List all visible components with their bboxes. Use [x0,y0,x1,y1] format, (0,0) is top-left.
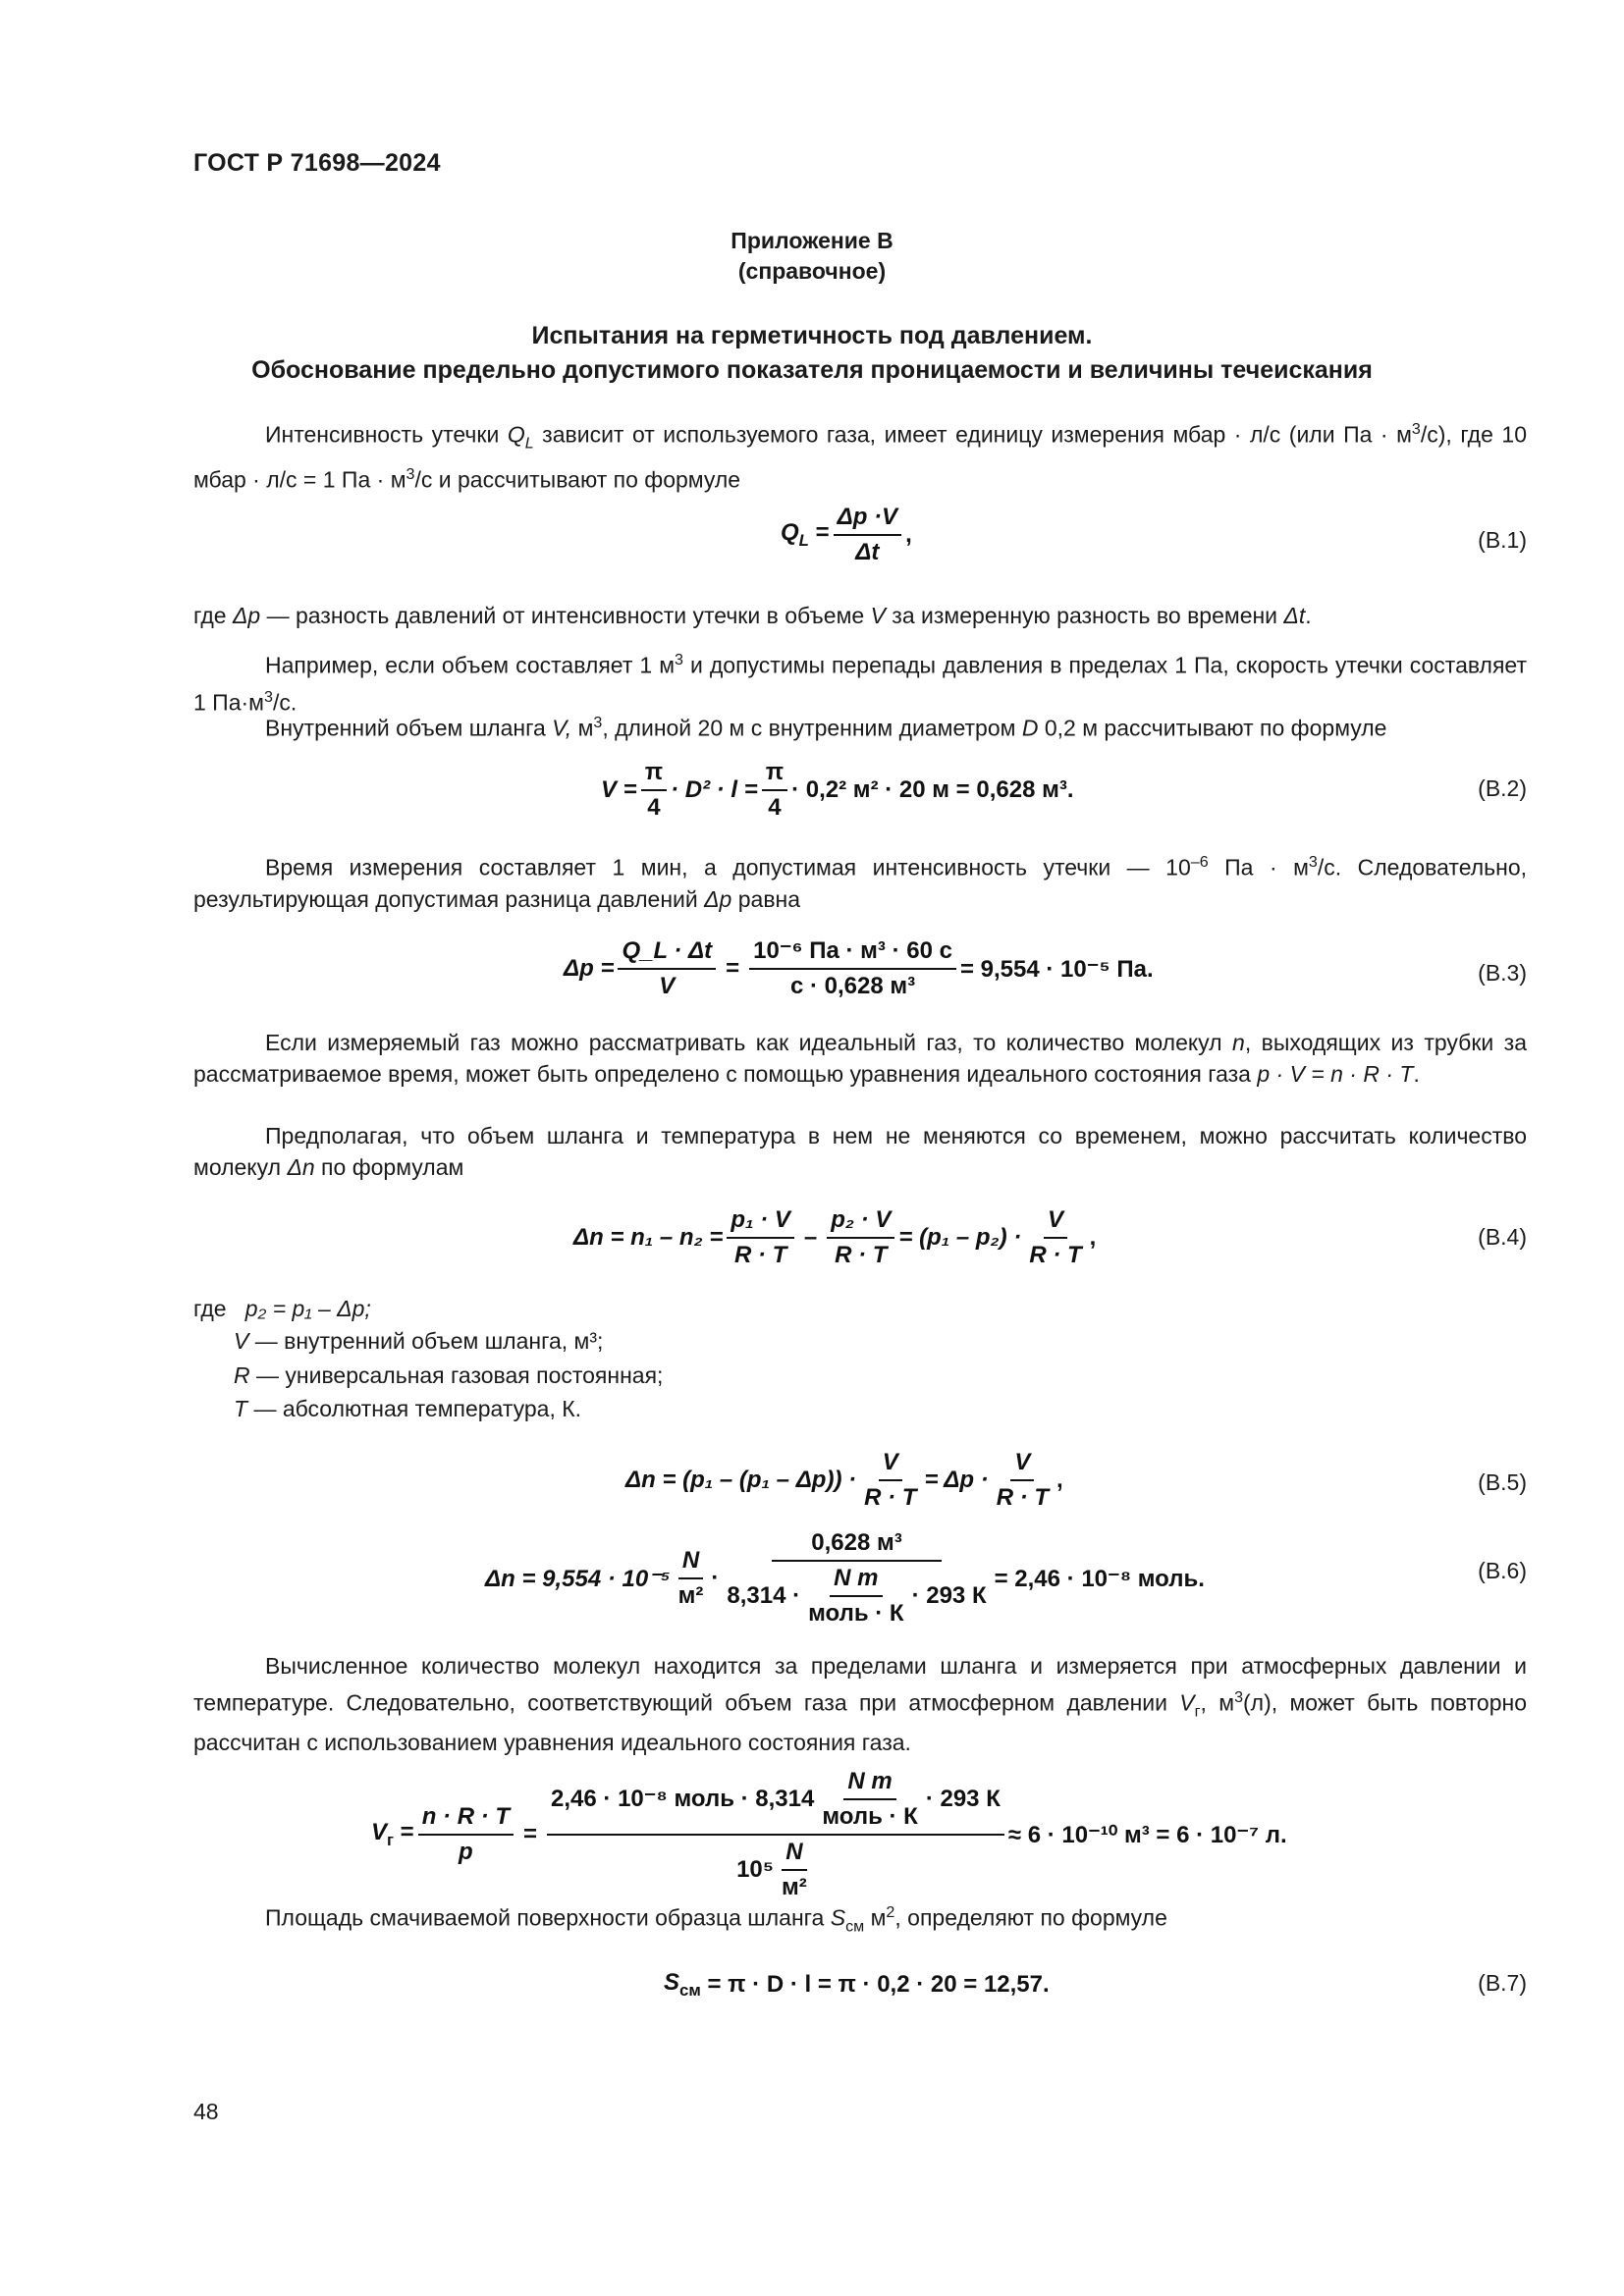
paragraph-wetted-area: Площадь смачиваемой поверхности образца шланга $S_{см}$ $м^2$, определяют по формуле [265,1903,1167,1936]
equation-number-b7: (В.7) [1478,1970,1527,1996]
appendix-heading [0,226,1624,287]
formula-b3: Δp = $\frac{Q\_L \cdot \Delta t}{V}$ = $\frac{\text{10⁻⁶ Па · м³ · 60 с}}{\text{с · 0,628 м³}}$ = 9,554 · 10⁻⁵ Па. [564,937,1154,999]
formula-vg: $V_г$ = $\frac{n \cdot R \cdot T}{p}$ = 2,46 · 10⁻⁸ моль · 8,314 $\frac{\text{N m}}{\text{моль · К}}$ · 293 К 10⁵ $\frac{N}{\text{м²}}$ ≈ 6 · 10⁻¹⁰ м³ = 6 · 10⁻⁷ л. [371,1768,1287,1900]
paragraph-leak-intensity: Интенсивность утечки $Q_L$ зависит от используемого газа, имеет единицу измерения мбар · л/с (или Па · $м^3/с$), где 10 мбар · л/с = 1 Па · $м^3/с$ и рассчитывают по формуле [193,420,1527,493]
paragraph-example: Например, если объем составляет 1 $м^3$ и допустимы перепады давления в пределах 1 Па, скорость утечки составляет 1 $Па\cdot м^3/с$. [193,651,1527,716]
legend-where: где p₂ = p₁ – Δp; [193,1296,371,1321]
equation-number-b3: (В.3) [1478,960,1527,986]
appendix-subtitle: (справочное) [737,258,887,284]
paragraph-where-delta-p: где Δp — разность давлений от интенсивности утечки в объеме V за измеренную разность во времени Δt. [193,603,1312,628]
document-id: ГОСТ Р 71698—2024 [193,149,441,177]
section-title [0,319,1624,388]
page-number: 48 [193,2099,219,2124]
formula-b4: Δn = n₁ – n₂ = $\frac{\text{p₁ · V}}{R \cdot T}$ – $\frac{\text{p₂ · V}}{R \cdot T}$ = (p₁ – p₂) · $\frac{V}{R \cdot T}$ , [573,1206,1097,1268]
equation-number-b1: (В.1) [1478,527,1527,553]
equation-number-b6: (В.6) [1478,1558,1527,1583]
equation-number-b5: (В.5) [1478,1469,1527,1495]
legend-v: V — внутренний объем шланга, м³; [234,1328,604,1354]
paragraph-hose-volume: Внутренний объем шланга V, $м^3$, длиной 20 м с внутренним диаметром D 0,2 м рассчитывают по формуле [265,714,1387,741]
formula-b2: V = $\frac{\pi}{4}$ · D² · l = $\frac{\pi}{4}$ · 0,2² м² · 20 м = 0,628 м³. [601,759,1074,821]
legend-t: T — абсолютная температура, К. [234,1396,582,1421]
formula-b5: Δn = (p₁ – (p₁ – Δp)) · $\frac{V}{R \cdot T}$ = Δp · $\frac{V}{R \cdot T}$ , [625,1449,1063,1511]
formula-b6: Δn = 9,554 · 10⁻⁵ $\frac{N}{\text{м²}}$ · 0,628 м³ 8,314 · $\frac{\text{N m}}{\text{моль · К}}$ · 293 К = 2,46 · 10⁻⁸ моль. [485,1529,1205,1627]
formula-b7: $S_{см}$ = π · D · l = π · 0,2 · 20 = 12,57. [664,1969,1050,2000]
paragraph-assumption: Предполагая, что объем шланга и температура в нем не меняются со временем, можно рассчитать количество молекул Δn по формулам [193,1123,1527,1180]
equation-number-b4: (В.4) [1478,1224,1527,1250]
paragraph-ideal-gas: Если измеряемый газ можно рассматривать как идеальный газ, то количество молекул n, выходящих из трубки за рассматриваемое время, может быть определено с помощью уравнения идеального состояния газа p · V = n · R · T. [193,1030,1528,1087]
legend-r: R — универсальная газовая постоянная; [234,1362,664,1388]
appendix-title: Приложение В [731,228,893,253]
paragraph-calculated-molecules: Вычисленное количество молекул находится за пределами шланга и измеряется при атмосферных давлении и температуре. Следовательно, соответствующий объем газа при атмосферном давлении $V_г$, $м^3(л)$, может быть повторно рассчитан с использованием уравнения идеального состояния газа. [193,1653,1527,1756]
formula-b1: $Q_L$ = $\frac{\Delta p \cdot V}{\Delta t}$ , [781,504,912,565]
paragraph-measurement-time: Время измерения составляет 1 мин, а допустимая интенсивность утечки — $10^{-6}$ Па · $м^3/с$. Следовательно, результирующая допустимая разница давлений Δp равна [193,853,1528,912]
equation-number-b2: (В.2) [1478,775,1527,801]
section-title-line-2: Обоснование предельно допустимого показателя проницаемости и величины течеискания [251,356,1373,384]
section-title-line-1: Испытания на герметичность под давлением. [531,322,1093,349]
